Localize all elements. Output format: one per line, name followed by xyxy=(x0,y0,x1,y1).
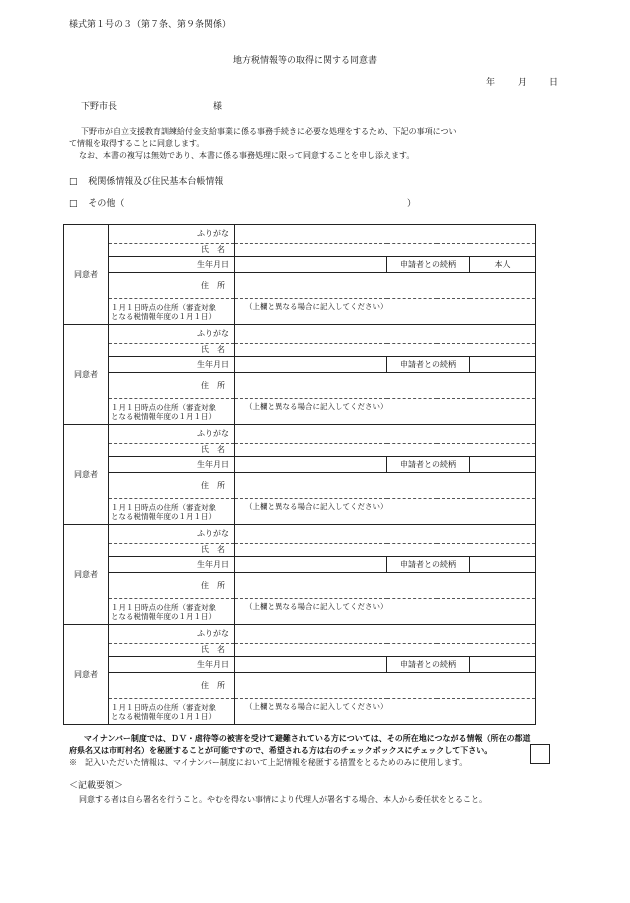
address-input[interactable] xyxy=(235,373,536,399)
name-input[interactable] xyxy=(235,544,536,557)
honorific: 様 xyxy=(213,102,223,112)
birthdate-input[interactable] xyxy=(235,657,387,673)
consenter-furigana-row xyxy=(64,425,536,444)
jan1-address-label xyxy=(109,399,235,425)
relation-label: 申請者との続柄 xyxy=(387,657,470,673)
consenter-birth-row xyxy=(64,457,536,473)
consenter-name-row xyxy=(64,544,536,557)
birthdate-label: 生年月日 xyxy=(109,257,235,273)
jan1-address-label xyxy=(109,699,235,725)
birthdate-label: 生年月日 xyxy=(109,457,235,473)
jan1-label-line2: となる税情報年度の１月１日） xyxy=(111,611,216,621)
relation-label: 申請者との続柄 xyxy=(387,457,470,473)
consenter-section-label: 同意者 xyxy=(64,325,109,425)
name-label: 氏 名 xyxy=(109,444,235,457)
jan1-address-label xyxy=(109,499,235,525)
jan1-label-line1: １月１日時点の住所（審査対象 xyxy=(111,702,216,712)
jan1-label-line1: １月１日時点の住所（審査対象 xyxy=(111,402,216,412)
jan1-note: （上欄と異なる場合に記入してください） xyxy=(245,302,388,311)
dv-confidential-checkbox[interactable] xyxy=(530,744,550,764)
relation-value: 本人 xyxy=(494,259,511,269)
consenter-address-row xyxy=(64,473,536,499)
jan1-address-label xyxy=(109,299,235,325)
relation-label: 申請者との続柄 xyxy=(387,357,470,373)
jan1-note: （上欄と異なる場合に記入してください） xyxy=(245,502,388,511)
jan1-address-input[interactable] xyxy=(235,699,536,725)
jan1-address-input[interactable] xyxy=(235,499,536,525)
furigana-label: ふりがな xyxy=(109,225,235,244)
birthdate-label: 生年月日 xyxy=(109,357,235,373)
consenter-name-row xyxy=(64,344,536,357)
dv-notice-line2: 府県名又は市町村名）を秘匿することが可能ですので、希望される方は右のチェックボックスにチェックして下さい。 xyxy=(69,745,493,755)
name-label: 氏 名 xyxy=(109,644,235,657)
guidelines-heading: ＜記載要領＞ xyxy=(69,781,124,791)
consenter-furigana-row xyxy=(64,625,536,644)
furigana-label: ふりがな xyxy=(109,625,235,644)
name-label: 氏 名 xyxy=(109,544,235,557)
relation-input[interactable] xyxy=(470,557,536,573)
address-label: 住 所 xyxy=(109,473,235,499)
consenter-birth-row xyxy=(64,657,536,673)
consent-paragraph-line2: て情報を取得することに同意します。 xyxy=(69,139,205,148)
consenter-furigana-row xyxy=(64,225,536,244)
birthdate-input[interactable] xyxy=(235,257,387,273)
address-label: 住 所 xyxy=(109,373,235,399)
furigana-input[interactable] xyxy=(235,225,536,244)
consent-table xyxy=(63,224,536,725)
name-input[interactable] xyxy=(235,444,536,457)
birthdate-input[interactable] xyxy=(235,557,387,573)
consenter-section-label: 同意者 xyxy=(64,625,109,725)
birthdate-label: 生年月日 xyxy=(109,557,235,573)
address-input[interactable] xyxy=(235,573,536,599)
furigana-label: ふりがな xyxy=(109,525,235,544)
address-label: 住 所 xyxy=(109,573,235,599)
relation-label: 申請者との続柄 xyxy=(387,557,470,573)
relation-input[interactable] xyxy=(470,657,536,673)
birthdate-input[interactable] xyxy=(235,357,387,373)
consenter-address-row xyxy=(64,373,536,399)
birthdate-input[interactable] xyxy=(235,457,387,473)
consenter-section-label: 同意者 xyxy=(64,425,109,525)
jan1-label-line2: となる税情報年度の１月１日） xyxy=(111,511,216,521)
name-input[interactable] xyxy=(235,644,536,657)
consenter-jan1-address-row xyxy=(64,399,536,425)
furigana-label: ふりがな xyxy=(109,325,235,344)
furigana-input[interactable] xyxy=(235,425,536,444)
guidelines-text: 同意する者は自ら署名を行うこと。やむを得ない事情により代理人が署名する場合、本人から委任状をとること。 xyxy=(79,795,487,804)
consenter-jan1-address-row xyxy=(64,499,536,525)
consenter-name-row xyxy=(64,444,536,457)
consenter-name-row xyxy=(64,244,536,257)
consenter-jan1-address-row xyxy=(64,599,536,625)
relation-input[interactable] xyxy=(470,457,536,473)
address-label: 住 所 xyxy=(109,273,235,299)
address-input[interactable] xyxy=(235,473,536,499)
name-input[interactable] xyxy=(235,344,536,357)
jan1-label-line1: １月１日時点の住所（審査対象 xyxy=(111,302,216,312)
option-tax-info[interactable] xyxy=(69,177,223,188)
consenter-jan1-address-row xyxy=(64,699,536,725)
consenter-section-label: 同意者 xyxy=(64,525,109,625)
jan1-label-line2: となる税情報年度の１月１日） xyxy=(111,411,216,421)
relation-input[interactable] xyxy=(470,357,536,373)
consenter-furigana-row xyxy=(64,325,536,344)
consenter-address-row xyxy=(64,273,536,299)
name-input[interactable] xyxy=(235,244,536,257)
jan1-label-line2: となる税情報年度の１月１日） xyxy=(111,711,216,721)
checkbox-icon[interactable]: □ xyxy=(69,199,78,209)
jan1-label-line1: １月１日時点の住所（審査対象 xyxy=(111,502,216,512)
option-other[interactable] xyxy=(69,199,124,210)
consenter-section-label: 同意者 xyxy=(64,225,109,325)
birthdate-label: 生年月日 xyxy=(109,657,235,673)
jan1-address-input[interactable] xyxy=(235,599,536,625)
jan1-label-line2: となる税情報年度の１月１日） xyxy=(111,311,216,321)
relation-input[interactable] xyxy=(470,257,536,273)
furigana-input[interactable] xyxy=(235,625,536,644)
disclaimer-paragraph: なお、本書の複写は無効であり、本書に係る事務処理に限って同意することを申し添えます。 xyxy=(79,151,415,160)
jan1-label-line1: １月１日時点の住所（審査対象 xyxy=(111,602,216,612)
furigana-input[interactable] xyxy=(235,525,536,544)
document-title: 地方税情報等の取得に関する同意書 xyxy=(233,56,378,66)
usage-note: ※ 記入いただいた情報は、マイナンバー制度において上記情報を秘匿する措置をとるためのみに使用します。 xyxy=(69,758,468,767)
address-input[interactable] xyxy=(235,273,536,299)
option-label: その他（ xyxy=(88,199,125,209)
jan1-note: （上欄と異なる場合に記入してください） xyxy=(245,702,388,711)
date-month-label: 月 xyxy=(518,78,528,88)
name-label: 氏 名 xyxy=(109,344,235,357)
name-label: 氏 名 xyxy=(109,244,235,257)
date-day-label: 日 xyxy=(549,78,559,88)
jan1-note: （上欄と異なる場合に記入してください） xyxy=(245,602,388,611)
jan1-address-input[interactable] xyxy=(235,399,536,425)
consenter-address-row xyxy=(64,673,536,699)
consenter-birth-row xyxy=(64,557,536,573)
jan1-note: （上欄と異なる場合に記入してください） xyxy=(245,402,388,411)
option-other-close-paren: ） xyxy=(407,199,417,209)
addressee: 下野市長 xyxy=(81,102,118,112)
relation-label: 申請者との続柄 xyxy=(387,257,470,273)
consenter-birth-row xyxy=(64,357,536,373)
consenter-name-row xyxy=(64,644,536,657)
dv-notice-line1: マイナンバー制度では、ＤＶ・虐待等の被害を受けて避難されている方については、その所在地につながる情報（所在の都道 xyxy=(84,733,531,743)
consent-paragraph-line1: 下野市が自立支援教育訓練給付金支給事業に係る事務手続きに必要な処理をするため、下記の事項につい xyxy=(81,127,457,136)
option-label: 税関係情報及び住民基本台帳情報 xyxy=(88,177,224,187)
form-number: 様式第１号の３（第７条、第９条関係） xyxy=(69,20,232,30)
consenter-jan1-address-row xyxy=(64,299,536,325)
address-input[interactable] xyxy=(235,673,536,699)
consenter-birth-row xyxy=(64,257,536,273)
furigana-input[interactable] xyxy=(235,325,536,344)
date-year-label: 年 xyxy=(486,78,496,88)
jan1-address-input[interactable] xyxy=(235,299,536,325)
consenter-address-row xyxy=(64,573,536,599)
address-label: 住 所 xyxy=(109,673,235,699)
consenter-furigana-row xyxy=(64,525,536,544)
jan1-address-label xyxy=(109,599,235,625)
checkbox-icon[interactable]: □ xyxy=(69,177,78,187)
furigana-label: ふりがな xyxy=(109,425,235,444)
